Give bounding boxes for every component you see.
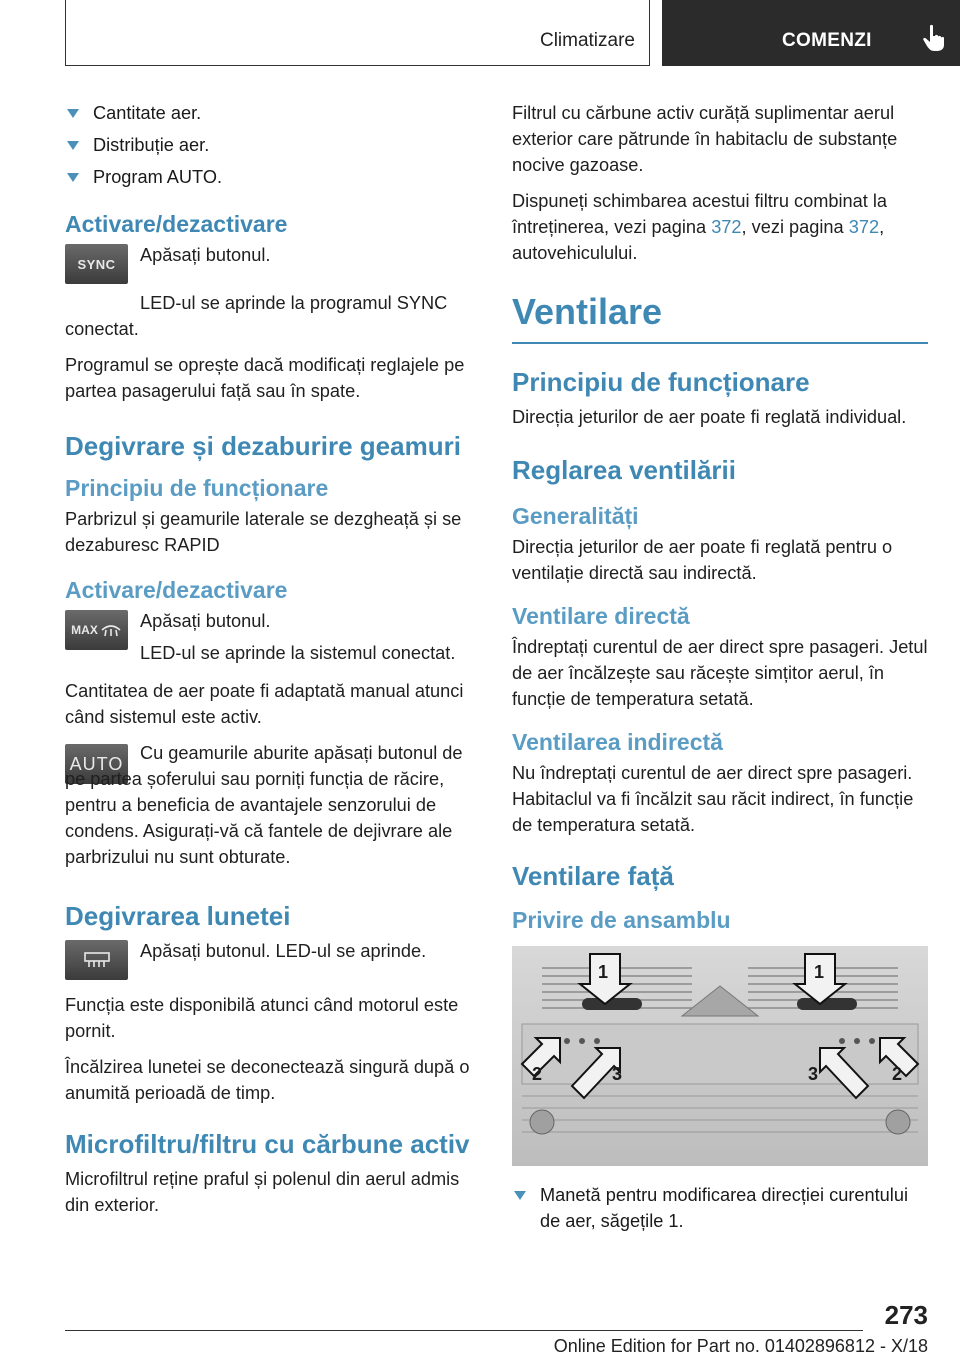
- heading-generalitati: Generalități: [512, 502, 639, 529]
- paragraph: Îndreptați curentul de aer direct spre pasageri. Jetul de aer încălzește sau răcește simțitor aerul, în funcție de temperatura setată.: [512, 636, 928, 709]
- triangle-bullet-icon: [514, 1191, 526, 1200]
- heading-directa: Ventilare directă: [512, 602, 690, 629]
- rear-defrost-button-icon: [65, 940, 128, 980]
- callout-label: 2: [892, 1063, 903, 1084]
- heading-rule: [512, 342, 928, 344]
- heading-activare-2: Activare/dezactivare: [65, 577, 288, 603]
- paragraph: Cu geamurile aburite apăsați butonul de pe partea șoferului sau porniți funcția de răcire, pentru a beneficia de avantajele senzorului de condens. Asigurați-vă că fantele de dejivrare ale parbrizului nu sunt obturate.: [65, 743, 463, 867]
- footer-rule: [65, 1330, 863, 1331]
- chapter-tab: [662, 0, 960, 66]
- heading-lunetei: Degivrarea lunetei: [65, 901, 291, 931]
- paragraph: Direcția jeturilor de aer poate fi reglată pentru o ventilație directă sau indirectă.: [512, 536, 893, 583]
- callout-label: 1: [814, 961, 825, 982]
- page-header: [65, 0, 960, 66]
- paragraph: Parbrizul și geamurile laterale se dezgheață și se dezaburesc RAPID: [65, 509, 462, 555]
- right-column: [512, 100, 928, 1240]
- paragraph: Direcția jeturilor de aer poate fi reglată individual.: [512, 406, 907, 427]
- list-item: Program AUTO.: [65, 164, 480, 190]
- heading-principiu: Principiu de funcționare: [65, 475, 329, 501]
- heading-reglarea: Reglarea ventilării: [512, 454, 736, 485]
- sync-button-icon: SYNC: [65, 244, 128, 284]
- triangle-bullet-icon: [67, 109, 79, 118]
- paragraph: Programul se oprește dacă modificați reglajele pe partea pasagerului față sau în spate.: [65, 355, 465, 401]
- heading-indirecta: Ventilarea indirectă: [512, 728, 723, 755]
- edition-text: Online Edition for Part no. 01402896812 - X/18: [553, 1336, 928, 1356]
- paragraph: Apăsați butonul.: [140, 245, 271, 265]
- max-defrost-button-icon: MAX: [65, 610, 128, 650]
- list-item: Distribuție aer.: [65, 132, 480, 158]
- heading-activare: Activare/dezactivare: [65, 211, 288, 237]
- paragraph: Dispuneți schimbarea acestui filtru combinat la întreținerea, vezi pagina 372, vezi pagina 372, autovehiculului.: [512, 191, 888, 263]
- left-column: [65, 100, 480, 1218]
- callout-label: 1: [598, 961, 609, 982]
- heading-degivrare: Degivrare și dezaburire geamuri: [65, 431, 461, 461]
- page-link[interactable]: 372: [711, 217, 742, 237]
- callout-label: 3: [808, 1063, 819, 1084]
- section-tab: [65, 0, 650, 66]
- paragraph: Încălzirea lunetei se deconectează singură după o anumită perioadă de timp.: [65, 1057, 470, 1103]
- paragraph: Funcția este disponibilă atunci când motorul este pornit.: [65, 995, 459, 1041]
- triangle-bullet-icon: [67, 173, 79, 182]
- paragraph: Apăsați butonul. LED-ul se aprinde.: [140, 941, 427, 961]
- heading-microfiltru: Microfiltru/filtru cu cărbune activ: [65, 1129, 470, 1159]
- paragraph: LED-ul se aprinde la sistemul conectat.: [140, 643, 456, 663]
- callout-label: 3: [612, 1063, 623, 1084]
- auto-button-icon: AUTO: [65, 744, 128, 784]
- heading-privire: Privire de ansamblu: [512, 906, 731, 933]
- page-link[interactable]: 372: [848, 217, 880, 237]
- section-title: Climatizare: [539, 30, 635, 51]
- paragraph: LED-ul se aprinde la programul SYNC conectat.: [65, 293, 448, 339]
- heading-ventilare: Ventilare: [512, 291, 663, 332]
- paragraph: Apăsați butonul.: [140, 611, 271, 631]
- page-number: 273: [884, 1300, 928, 1330]
- heading-principiu: Principiu de funcționare: [512, 366, 810, 397]
- list-item: Cantitate aer.: [65, 100, 480, 126]
- callout-label: 2: [532, 1063, 543, 1084]
- paragraph: Nu îndreptați curentul de aer direct spre pasageri. Habitaclul va fi încălzit sau răcit indirect, în funcție de temperatura setată.: [512, 762, 914, 835]
- heading-fata: Ventilare față: [512, 860, 674, 891]
- list-item: Manetă pentru modificarea direcției curentului de aer, săgețile 1.: [512, 1182, 928, 1234]
- chapter-title: COMENZI: [782, 30, 872, 51]
- paragraph: Cantitatea de aer poate fi adaptată manual atunci când sistemul este activ.: [65, 681, 464, 727]
- vents-photo: [512, 946, 928, 1166]
- paragraph: Filtrul cu cărbune activ curăță suplimentar aerul exterior care pătrunde în habitaclu de substanțe nocive gazoase.: [512, 103, 898, 175]
- hand-pointer-icon: [922, 24, 946, 52]
- triangle-bullet-icon: [67, 141, 79, 150]
- paragraph: Microfiltrul reține praful și polenul din aerul admis din exterior.: [65, 1169, 460, 1215]
